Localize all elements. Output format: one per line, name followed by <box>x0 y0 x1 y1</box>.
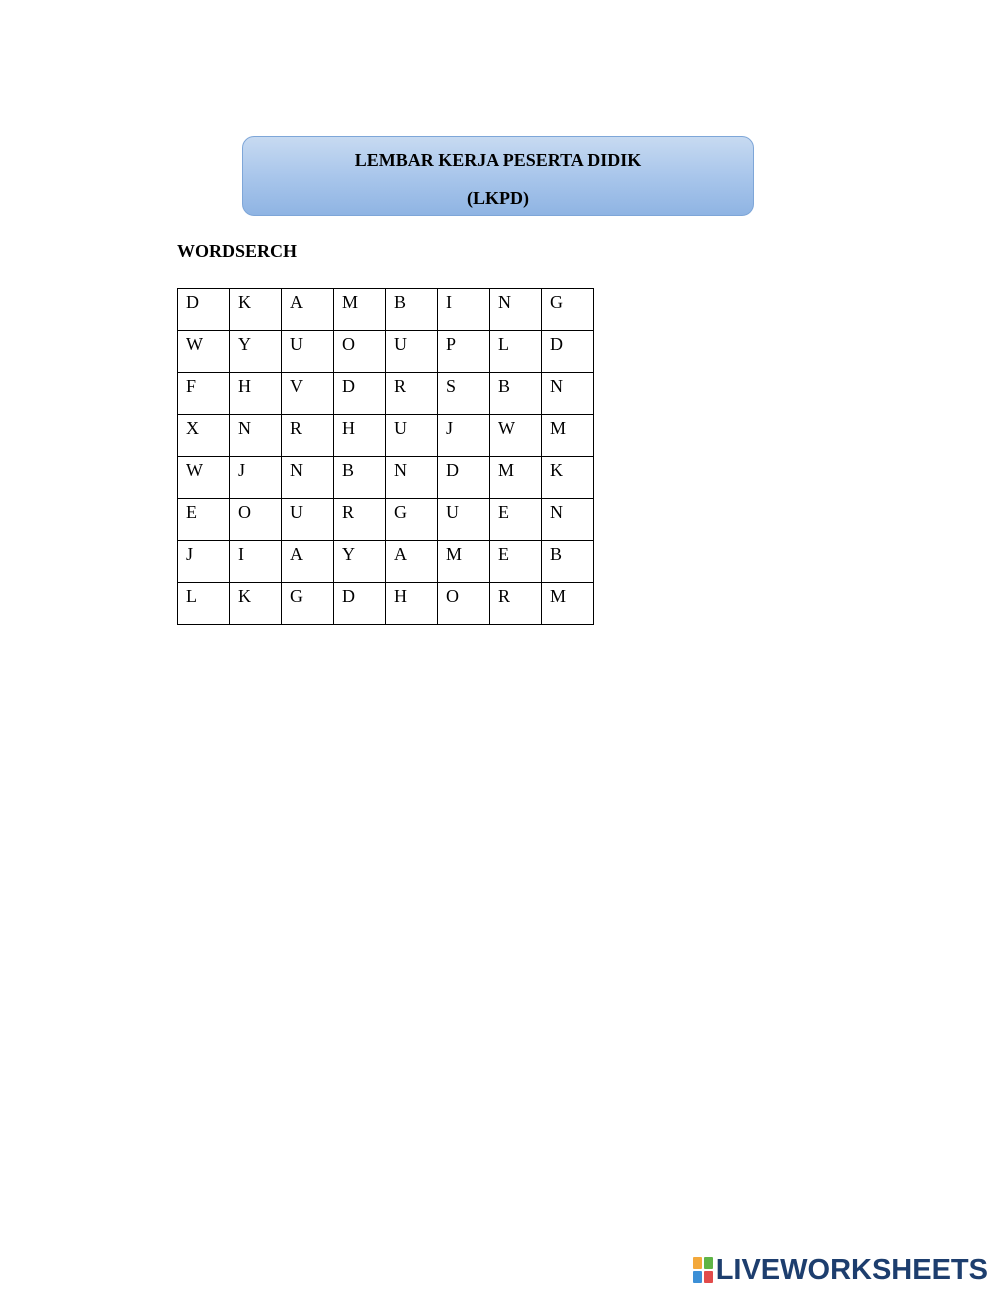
grid-cell[interactable]: M <box>438 541 490 583</box>
grid-cell[interactable]: J <box>438 415 490 457</box>
grid-cell[interactable]: L <box>178 583 230 625</box>
grid-cell[interactable]: U <box>386 415 438 457</box>
grid-cell[interactable]: O <box>230 499 282 541</box>
logo-tile-2 <box>704 1257 713 1269</box>
grid-cell[interactable]: E <box>178 499 230 541</box>
grid-row <box>178 499 594 541</box>
grid-cell[interactable]: K <box>230 289 282 331</box>
grid-cell[interactable]: J <box>178 541 230 583</box>
grid-cell[interactable]: A <box>386 541 438 583</box>
grid-cell[interactable]: G <box>542 289 594 331</box>
grid-cell[interactable]: D <box>334 373 386 415</box>
grid-row <box>178 289 594 331</box>
grid-cell[interactable]: V <box>282 373 334 415</box>
logo-tile-3 <box>693 1271 702 1283</box>
grid-cell[interactable]: U <box>438 499 490 541</box>
grid-cell[interactable]: R <box>282 415 334 457</box>
grid-cell[interactable]: M <box>542 415 594 457</box>
grid-cell[interactable]: Y <box>230 331 282 373</box>
grid-row <box>178 583 594 625</box>
liveworksheets-logo-icon <box>693 1257 713 1283</box>
grid-cell[interactable]: F <box>178 373 230 415</box>
grid-cell[interactable]: P <box>438 331 490 373</box>
liveworksheets-brand <box>693 1254 988 1286</box>
grid-cell[interactable]: H <box>334 415 386 457</box>
grid-row <box>178 331 594 373</box>
grid-cell[interactable]: D <box>334 583 386 625</box>
grid-cell[interactable]: B <box>334 457 386 499</box>
grid-cell[interactable]: W <box>178 331 230 373</box>
grid-cell[interactable]: N <box>386 457 438 499</box>
grid-cell[interactable]: O <box>334 331 386 373</box>
wordsearch-heading: WORDSERCH <box>177 241 298 261</box>
grid-cell[interactable]: I <box>230 541 282 583</box>
grid-row <box>178 373 594 415</box>
grid-row <box>178 457 594 499</box>
worksheet-title: LEMBAR KERJA PESERTA DIDIK <box>354 150 642 170</box>
grid-cell[interactable]: B <box>386 289 438 331</box>
grid-cell[interactable]: R <box>334 499 386 541</box>
grid-cell[interactable]: G <box>386 499 438 541</box>
grid-cell[interactable]: N <box>542 373 594 415</box>
grid-cell[interactable]: H <box>230 373 282 415</box>
grid-cell[interactable]: W <box>178 457 230 499</box>
grid-row <box>178 415 594 457</box>
grid-cell[interactable]: N <box>230 415 282 457</box>
grid-cell[interactable]: H <box>386 583 438 625</box>
grid-cell[interactable]: U <box>282 331 334 373</box>
grid-cell[interactable]: K <box>230 583 282 625</box>
grid-cell[interactable]: R <box>490 583 542 625</box>
grid-cell[interactable]: N <box>542 499 594 541</box>
grid-cell[interactable]: R <box>386 373 438 415</box>
wordsearch-grid <box>177 288 594 625</box>
grid-cell[interactable]: Y <box>334 541 386 583</box>
grid-cell[interactable]: L <box>490 331 542 373</box>
worksheet-subtitle: (LKPD) <box>467 188 529 208</box>
grid-cell[interactable]: M <box>542 583 594 625</box>
grid-cell[interactable]: I <box>438 289 490 331</box>
grid-cell[interactable]: E <box>490 499 542 541</box>
grid-cell[interactable]: A <box>282 289 334 331</box>
grid-cell[interactable]: W <box>490 415 542 457</box>
grid-cell[interactable]: D <box>178 289 230 331</box>
grid-cell[interactable]: N <box>490 289 542 331</box>
logo-tile-4 <box>704 1271 713 1283</box>
grid-cell[interactable]: O <box>438 583 490 625</box>
worksheet-header-banner <box>242 136 754 216</box>
grid-cell[interactable]: B <box>542 541 594 583</box>
grid-cell[interactable]: M <box>334 289 386 331</box>
grid-cell[interactable]: S <box>438 373 490 415</box>
grid-cell[interactable]: J <box>230 457 282 499</box>
grid-cell[interactable]: U <box>282 499 334 541</box>
grid-cell[interactable]: U <box>386 331 438 373</box>
liveworksheets-wordmark: LIVEWORKSHEETS <box>715 1254 988 1286</box>
grid-cell[interactable]: X <box>178 415 230 457</box>
grid-cell[interactable]: K <box>542 457 594 499</box>
grid-cell[interactable]: E <box>490 541 542 583</box>
grid-cell[interactable]: D <box>438 457 490 499</box>
grid-row <box>178 541 594 583</box>
grid-cell[interactable]: M <box>490 457 542 499</box>
grid-cell[interactable]: A <box>282 541 334 583</box>
grid-cell[interactable]: D <box>542 331 594 373</box>
logo-tile-1 <box>693 1257 702 1269</box>
grid-cell[interactable]: B <box>490 373 542 415</box>
grid-cell[interactable]: G <box>282 583 334 625</box>
grid-cell[interactable]: N <box>282 457 334 499</box>
